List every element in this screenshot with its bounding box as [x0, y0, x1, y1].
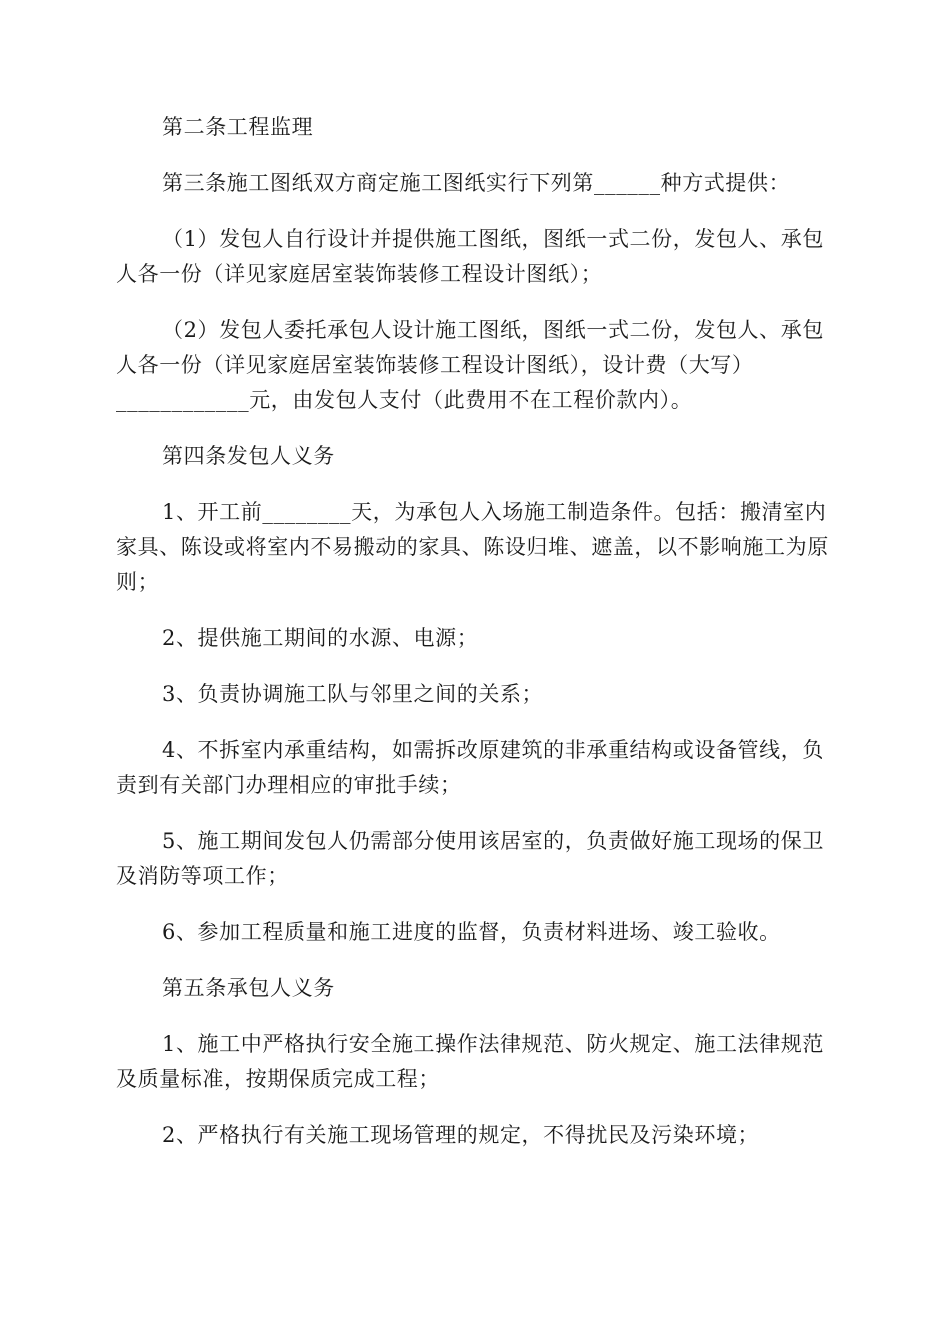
article-3-option-1: （1）发包人自行设计并提供施工图纸，图纸一式二份，发包人、承包人各一份（详见家庭居室装饰装修工程设计图纸）；	[116, 227, 824, 286]
article-4-item-5: 5、施工期间发包人仍需部分使用该居室的，负责做好施工现场的保卫及消防等项工作；	[116, 829, 824, 888]
article-4-item-2: 2、提供施工期间的水源、电源；	[162, 626, 479, 650]
article-3-heading: 第三条施工图纸双方商定施工图纸实行下列第______种方式提供：	[162, 171, 791, 195]
article-4-item-1: 1、开工前________天，为承包人入场施工制造条件。包括：搬清室内家具、陈设或将室内不易搬动的家具、陈设归堆、遮盖，以不影响施工为原则；	[116, 500, 829, 594]
article-5-item-2: 2、严格执行有关施工现场管理的规定，不得扰民及污染环境；	[162, 1123, 760, 1147]
article-2-heading: 第二条工程监理	[162, 115, 314, 139]
article-4-item-6: 6、参加工程质量和施工进度的监督，负责材料进场、竣工验收。	[162, 920, 781, 944]
article-4-item-4: 4、不拆室内承重结构，如需拆改原建筑的非承重结构或设备管线，负责到有关部门办理相应的审批手续；	[116, 738, 824, 797]
article-3-option-2: （2）发包人委托承包人设计施工图纸，图纸一式二份，发包人、承包人各一份（详见家庭居室装饰装修工程设计图纸），设计费（大写）____________元，由发包人支付（此费用不在工程价款内）。	[116, 318, 824, 412]
article-4-item-3: 3、负责协调施工队与邻里之间的关系；	[162, 682, 544, 706]
article-5-heading: 第五条承包人义务	[162, 976, 335, 1000]
article-5-item-1: 1、施工中严格执行安全施工操作法律规范、防火规定、施工法律规范及质量标准，按期保质完成工程；	[116, 1032, 824, 1091]
article-4-heading: 第四条发包人义务	[162, 444, 335, 468]
